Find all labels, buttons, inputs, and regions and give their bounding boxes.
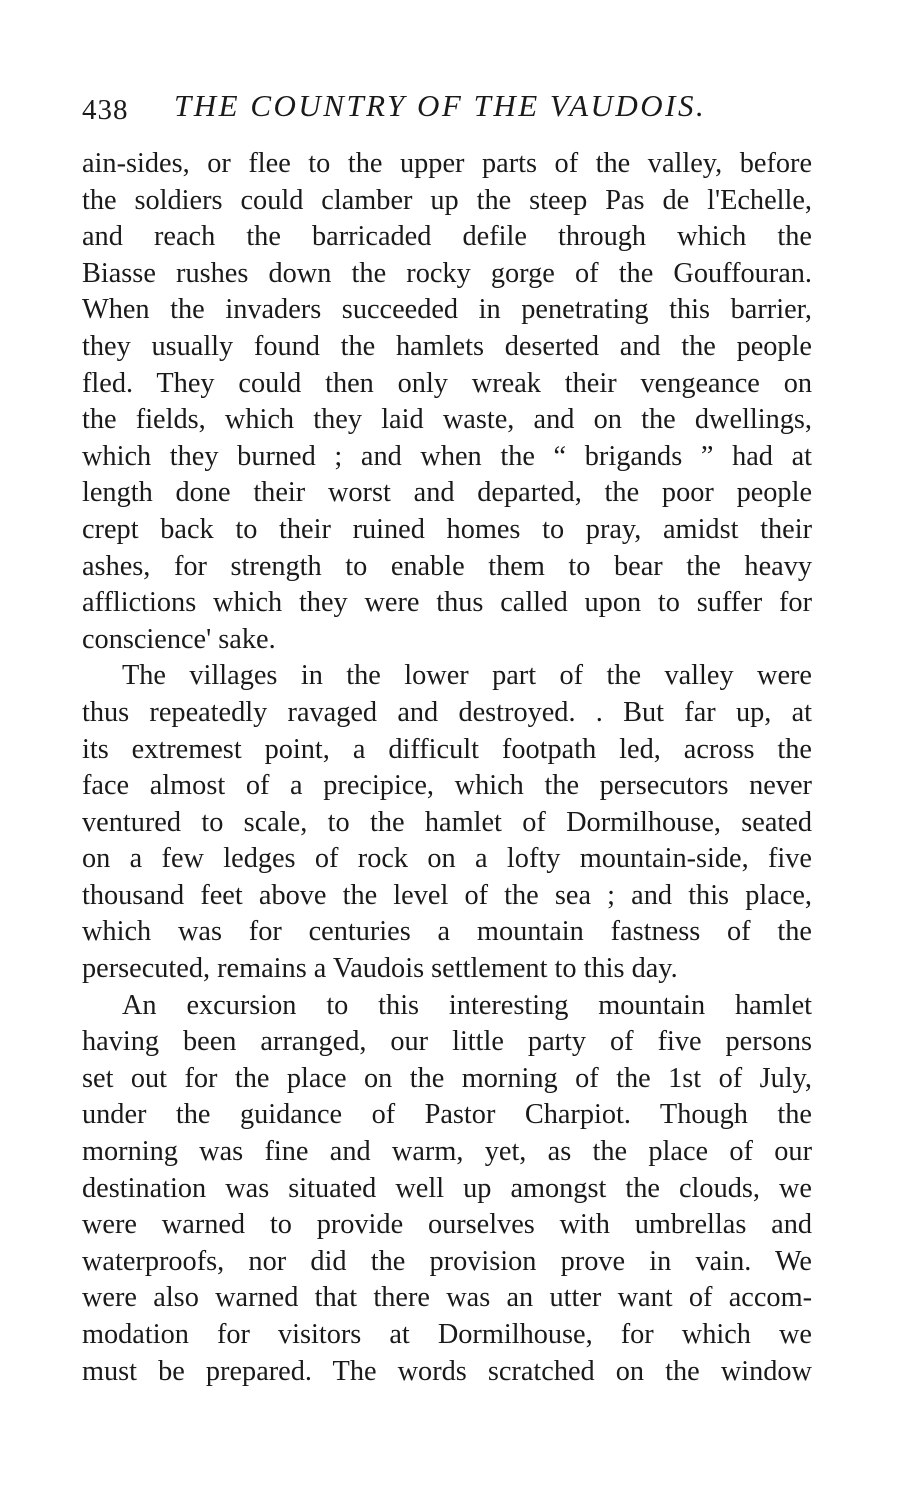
text-line: fled. They could then only wreak their vengeance on <box>82 367 812 399</box>
text-line: thousand feet above the level of the sea ; and this place, <box>82 879 812 911</box>
text-line: and reach the barricaded defile through which the <box>82 221 812 253</box>
text-line: waterproofs, nor did the provision prove in vain. We <box>82 1245 812 1277</box>
text-line: thus repeatedly ravaged and destroyed. . But far up, at <box>82 696 812 728</box>
text-line: modation for visitors at Dormilhouse, for which we <box>82 1319 812 1350</box>
text-line: afflictions which they were thus called upon to suffer for <box>82 587 812 619</box>
paragraph-end-line: persecuted, remains a Vaudois settlement to this day. <box>82 953 678 985</box>
text-line: which they burned ; and when the “ brigands ” had at <box>82 440 812 472</box>
text-line: ain-sides, or flee to the upper parts of the valley, before <box>82 148 812 179</box>
text-line: face almost of a precipice, which the persecutors never <box>82 770 812 802</box>
text-line: length done their worst and departed, the poor people <box>82 477 812 509</box>
page-header <box>82 88 822 128</box>
text-line: they usually found the hamlets deserted and the people <box>82 330 812 362</box>
running-head: THE COUNTRY OF THE VAUDOIS. <box>174 88 707 123</box>
text-line: under the guidance of Pastor Charpiot. Though the <box>82 1099 812 1131</box>
body-text <box>82 146 812 1390</box>
paragraph-end-line: conscience' sake. <box>82 623 276 655</box>
text-line: must be prepared. The words scratched on the window <box>82 1355 812 1387</box>
paragraph-start-line: The villages in the lower part of the valley were <box>122 660 812 692</box>
text-line: destination was situated well up amongst the clouds, we <box>82 1172 812 1204</box>
text-line: the fields, which they laid waste, and on the dwellings, <box>82 404 812 436</box>
text-line: on a few ledges of rock on a lofty mountain-side, five <box>82 843 812 875</box>
text-line: were warned to provide ourselves with umbrellas and <box>82 1209 812 1241</box>
text-line: having been arranged, our little party of five persons <box>82 1026 812 1058</box>
text-line: Biasse rushes down the rocky gorge of the Gouffouran. <box>82 257 812 289</box>
text-line: which was for centuries a mountain fastness of the <box>82 916 812 948</box>
text-line: were also warned that there was an utter want of accom- <box>82 1282 812 1314</box>
page-number: 438 <box>82 94 129 126</box>
text-line: ashes, for strength to enable them to bear the heavy <box>82 550 812 582</box>
text-line: its extremest point, a difficult footpath led, across the <box>82 733 812 765</box>
text-line: ventured to scale, to the hamlet of Dormilhouse, seated <box>82 806 812 838</box>
text-line: When the invaders succeeded in penetrating this barrier, <box>82 294 812 326</box>
text-line: the soldiers could clamber up the steep Pas de l'Echelle, <box>82 184 812 216</box>
text-line: crept back to their ruined homes to pray, amidst their <box>82 513 812 545</box>
paragraph-start-line: An excursion to this interesting mountain hamlet <box>122 989 812 1021</box>
text-line: set out for the place on the morning of the 1st of July, <box>82 1062 812 1094</box>
text-line: morning was fine and warm, yet, as the place of our <box>82 1136 812 1168</box>
